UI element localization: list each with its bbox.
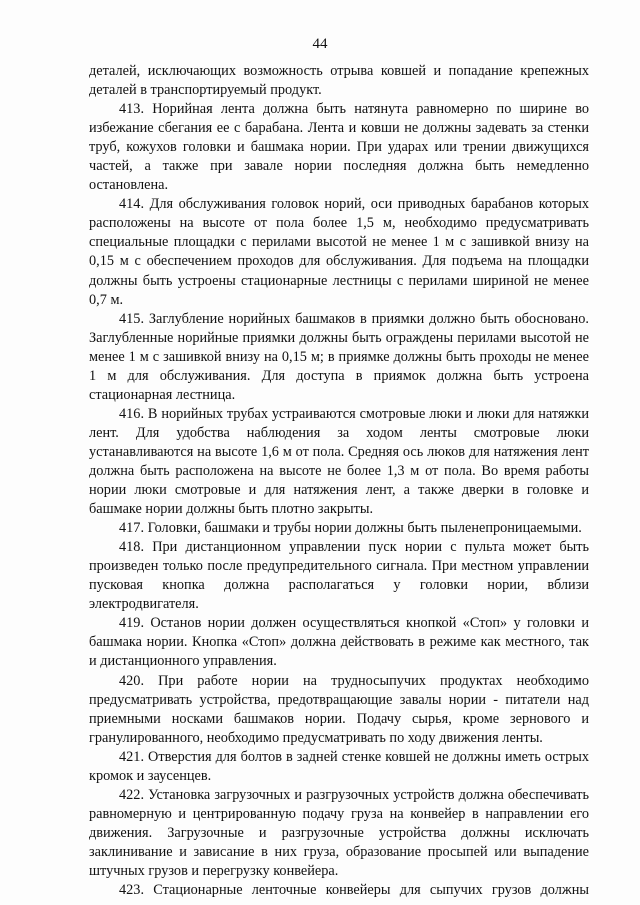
page-number: 44 bbox=[312, 36, 328, 52]
paragraph-415: 415. Заглубление норийных башмаков в приямки должно быть обосновано. Заглубленные норийные приямки должны быть ограждены перилами высотой не менее 1 м с зашивкой внизу на 0,15 м; в приямке должны быть проходы не менее 1 м для обслуживания. Для доступа в приямок должна быть устроена стационарная лестница. bbox=[89, 310, 589, 403]
paragraph-417: 417. Головки, башмаки и трубы нории должны быть пыленепроницаемыми. bbox=[119, 520, 582, 537]
paragraph-419: 419. Останов нории должен осуществляться кнопкой «Стоп» у головки и башмака нории. Кнопка «Стоп» должна действовать в режиме как местного, так и дистанционного управления. bbox=[89, 615, 589, 670]
paragraph-422: 422. Установка загрузочных и разгрузочных устройств должна обеспечивать равномерную и центрированную подачу груза на конвейер в направлении его движения. Загрузочные и разгрузочные устройства должны исключать заклинивание и зависание в них груза, образование просыпей или выпадение штучных грузов и перегрузку конвейера. bbox=[89, 786, 589, 879]
paragraph-414: 414. Для обслуживания головок норий, оси приводных барабанов которых расположены на высоте от пола более 1,5 м, необходимо предусматривать специальные площадки с перилами высотой не менее 1 м с зашивкой внизу на 0,15 м с обеспечением проходов для обслуживания. Для подъема на площадки должны быть устроены стационарные лестницы с перилами шириной не менее 0,7 м. bbox=[89, 196, 589, 308]
paragraph-418: 418. При дистанционном управлении пуск нории с пульта может быть произведен только после предупредительного сигнала. При местном управлении пусковая кнопка должна располагаться у головки нории, вблизи электродвигателя. bbox=[89, 539, 589, 613]
paragraph-413: 413. Норийная лента должна быть натянута равномерно по ширине во избежание сбегания ее с барабана. Лента и ковши не должны задевать за стенки труб, кожухов головки и башмака нории. При ударах или трении движущихся частей, а также при завале нории последняя должна быть немедленно остановлена. bbox=[89, 101, 589, 194]
paragraph-421: 421. Отверстия для болтов в задней стенке ковшей не должны иметь острых кромок и заусенцев. bbox=[89, 748, 589, 784]
document-body bbox=[89, 62, 589, 900]
paragraph-416: 416. В норийных трубах устраиваются смотровые люки и люки для натяжки лент. Для удобства наблюдения за ходом ленты смотровые люки устанавливаются на высоте 1,6 м от пола. Средняя ось люков для натяжения лент должна быть расположена на высоте не более 1,3 м от пола. Во время работы нории люки смотровые и для натяжения лент, а также дверки в головке и башмаке нории должны быть плотно закрыты. bbox=[89, 405, 589, 518]
paragraph-continuation: деталей, исключающих возможность отрыва ковшей и попадание крепежных деталей в транспортируемый продукт. bbox=[89, 63, 589, 99]
paragraph-423: 423. Стационарные ленточные конвейеры для сыпучих грузов должны bbox=[119, 882, 589, 899]
paragraph-420: 420. При работе нории на трудносыпучих продуктах необходимо предусматривать устройства, предотвращающие завалы нории - питатели над приемными носками башмаков нории. Подачу сырья, кроме зернового и гранулированного, необходимо предусматривать по ходу движения ленты. bbox=[89, 672, 589, 746]
